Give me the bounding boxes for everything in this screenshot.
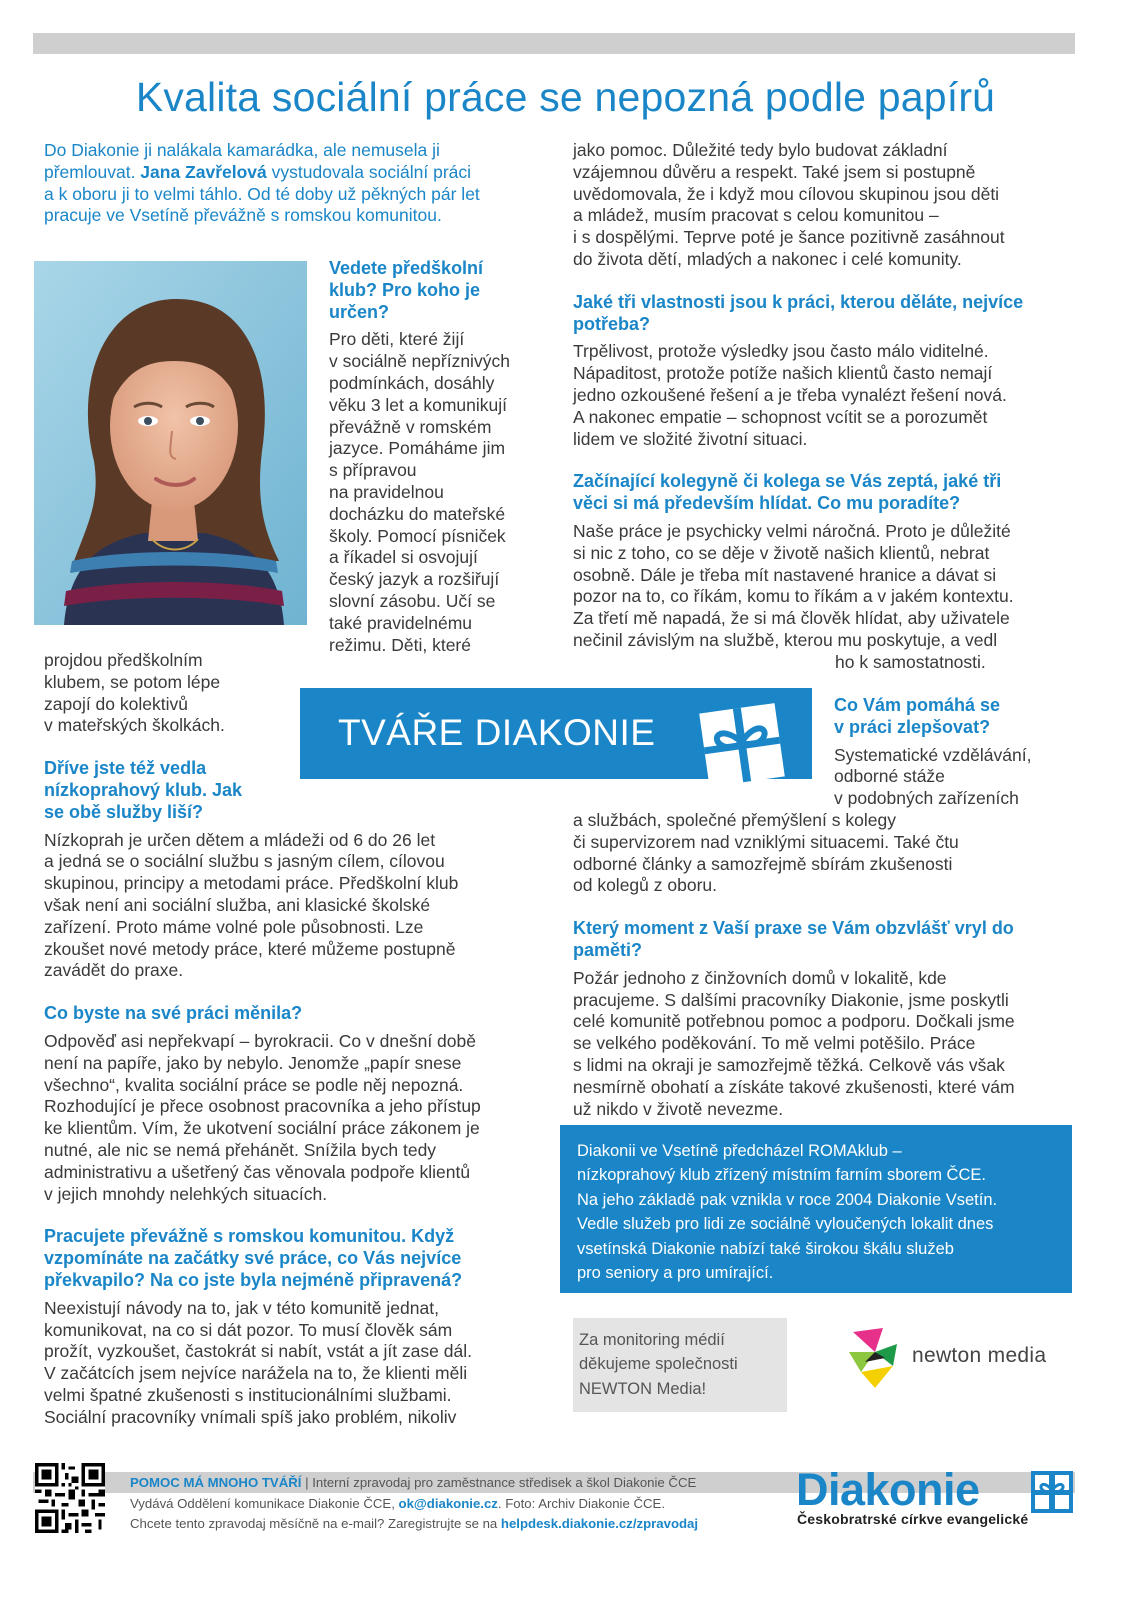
answer-preschool-club: Pro děti, které žijí v sociálně nepříznivých podmínkách, dosáhly věku 3 let a komunikují převážně v romském jazyce. Pomáháme jim s přípravou na pravidelnou docházku do mateřské školy. Pomocí písniček a říkadel si osvojují český jazyk a rozšiřují slovní zásobu. Učí se také pravidelnému režimu. Děti, které: [329, 329, 510, 655]
footer-line-2-end: . Foto: Archiv Diakonie ČCE.: [497, 1495, 665, 1511]
lead-text-end: vystudovala sociální práci a k oboru ji to velmi táhlo. Od té doby už pěkných pár let pracuje ve Vsetíně převážně s romskou komunitou.: [44, 161, 480, 226]
question-preschool-club: Vedete předškolní klub? Pro koho je určen?: [329, 258, 484, 322]
question-roma-community: Pracujete převážně s romskou komunitou. Když vzpomínáte na začátky své práce, co Vás nejvíce překvapilo? Na co jste byla nejméně připravená?: [44, 1226, 463, 1290]
answer-how-to-improve-continued: a službách, společné přemýšlení s kolegy či supervizorem nad vzniklými situacemi. Také čtu odborné články a samozřejmě sbírám zkušenosti od kolegů z oboru.: [573, 809, 959, 896]
footer-helpdesk-link[interactable]: helpdesk.diakonie.cz/zpravodaj: [500, 1516, 699, 1531]
question-what-to-change: Co byste na své práci měnila?: [44, 1003, 303, 1024]
footer-line-2: [130, 1494, 790, 1515]
footer-line-3: [130, 1514, 790, 1535]
answer-three-qualities: Trpělivost, protože výsledky jsou často málo viditelné. Nápaditost, protože potíže našich klientů často nemají jedno ozkoušené řešení a je třeba vynalézt řešení nová. A nakonec empatie – schopnost vcítit se a porozumět lidem ve složité životní situaci.: [573, 341, 1007, 449]
interview-column-middle: [329, 258, 539, 656]
footer-text: [130, 1473, 790, 1535]
footer-line-1: [130, 1473, 790, 1494]
newton-media-logo: [845, 1322, 1065, 1392]
answer-roma-community-continued: jako pomoc. Důležité tedy bylo budovat základní vzájemnou důvěru a respekt. Také jsem si postupně uvědomovala, že i když mou cílovou skupinou jsou děti a mládež, musím pracovat s celou komunitou – i s dospělými. Teprve poté je šance pozitivně zasáhnout do života dětí, mladých a nakonec i celé komunity.: [573, 140, 1005, 269]
top-divider-bar: [33, 33, 1075, 54]
lead-paragraph: [44, 140, 544, 227]
footer-line-2-text: Vydává Oddělení komunikace Diakonie ČCE,: [130, 1495, 399, 1511]
qr-code-icon[interactable]: [35, 1463, 105, 1533]
answer-low-threshold-club: Nízkoprah je určen dětem a mládeži od 6 do 26 let a jedná se o sociální službu s jasným cílem, cílovou skupinou, principy a metodami práce. Předškolní klub však není ani sociální služba, ani klasické školské zařízení. Proto máme volné pole působnosti. Lze zkoušet nové metody práce, které můžeme postupně zavádět do praxe.: [44, 829, 459, 981]
diakonie-logo: [796, 1466, 1076, 1532]
question-low-threshold-club: Dříve jste též vedla nízkoprahový klub. Jak se obě služby liší?: [44, 758, 243, 822]
newton-media-mark-icon: [845, 1322, 905, 1392]
lead-person-name: Jana Zavřelová: [140, 161, 267, 182]
interview-column-right-lower: [573, 695, 1073, 1120]
romaklub-info-box: Diakonii ve Vsetíně předcházel ROMAklub – nízkoprahový klub zřízený místním farním sborem ČCE. Na jeho základě pak vznikla v roce 2004 Diakonie Vsetín. Vedle služeb pro lidi ze sociálně vyloučených lokalit dnes vsetínská Diakonie nabízí také širokou škálu služeb pro seniory a pro umírající.: [560, 1125, 1072, 1293]
banner-title: TVÁŘE DIAKONIE: [338, 712, 656, 753]
question-advice-colleague: Začínající kolegyně či kolega se Vás zeptá, jaké tři věci si má především hlídat. Co mu poradíte?: [573, 471, 1002, 514]
lead-text-start: Do Diakonie ji nalákala kamarádka, ale nemusela ji přemlouvat.: [44, 140, 440, 182]
interview-column-right: [573, 140, 1073, 674]
diakonie-logo-icon: [1031, 1471, 1073, 1513]
answer-advice-colleague: Naše práce je psychicky velmi náročná. Proto je důležité si nic z toho, co se děje v životě našich klientů, nebrat osobně. Dále je třeba mít nastavené hranice a dávat si pozor na to, co říkám, komu to říkám a v jakém kontextu. Za třetí mě napadá, že si má člověk hlídat, aby uživatele nečinil závislým na službě, kterou mu poskytuje, a vedl: [573, 520, 1014, 650]
newton-media-wordmark: newton media: [912, 1344, 1047, 1367]
diakonie-logo-name: Diakonie: [796, 1464, 980, 1515]
answer-advice-colleague-end: ho k samostatnosti.: [835, 651, 986, 672]
footer-email-link[interactable]: ok@diakonie.cz: [398, 1495, 498, 1511]
question-memorable-moment: Který moment z Vaší praxe se Vám obzvlášť vryl do paměti?: [573, 918, 1014, 960]
newton-thanks-box: Za monitoring médií děkujeme společnosti NEWTON Media!: [573, 1318, 787, 1412]
question-how-to-improve: Co Vám pomáhá se v práci zlepšovat?: [834, 695, 1001, 737]
footer-line-1-text: | Interní zpravodaj pro zaměstnance středisek a škol Diakonie ČCE: [301, 1475, 697, 1490]
answer-memorable-moment: Požár jednoho z činžovních domů v lokalitě, kde pracujeme. S dalšími pracovníky Diakonie, jsme poskytli celé komunitě potřebnou pomoc a podporu. Dočkali jsme se velkého poděkování. To mě velmi potěšilo. Práce s lidmi na okraji je samozřejmě těžká. Celkově vás však nesmírně obohatí a získáte takové zkušenosti, které vám už nikdo v životě nevezme.: [573, 967, 1015, 1119]
answer-preschool-club-continued: projdou předškolním klubem, se potom lépe zapojí do kolektivů v mateřských školkách.: [44, 650, 225, 736]
question-three-qualities: Jaké tři vlastnosti jsou k práci, kterou děláte, nejvíce potřeba?: [573, 291, 1024, 334]
portrait-illustration: [34, 261, 307, 625]
footer-brand: POMOC MÁ MNOHO TVÁŘÍ: [130, 1475, 302, 1490]
answer-how-to-improve: Systematické vzdělávání, odborné stáže v podobných zařízeních: [834, 744, 1032, 809]
answer-what-to-change: Odpověď asi nepřekvapí – byrokracii. Co v dnešní době není na papíře, jako by nebylo. Jenomže „papír snese všechno“, kvalita sociální práce se podle něj nepozná. Rozhodující je přece osobnost pracovníka a jeho přístup ke klientům. Vím, že ukotvení sociální práce zákonem je nutné, ale nic se nemá přehánět. Snížila bych tedy administrativu a ušetřený čas věnovala podpoře klientů v jejich mnohdy nelehkých situacích.: [44, 1030, 481, 1204]
answer-roma-community: Neexistují návody na to, jak v této komunitě jednat, komunikovat, na co si dát pozor. To musí člověk sám prožít, vyzkoušet, častokrát si nabít, vstát a jít zase dál. V začátcích jsem nejvíce narážela na to, že klienti měli velmi špatné zkušenosti s institucionálními službami. Sociální pracovníky vnímali spíš jako problém, nikoliv: [44, 1297, 472, 1427]
footer-line-3-text: Chcete tento zpravodaj měsíčně na e-mail? Zaregistrujte se na: [130, 1516, 501, 1531]
portrait-photo: [34, 261, 307, 625]
page-title: Kvalita sociální práce se nepozná podle papírů: [135, 74, 996, 120]
diakonie-logo-subtitle: Českobratrské církve evangelické: [797, 1511, 1029, 1527]
